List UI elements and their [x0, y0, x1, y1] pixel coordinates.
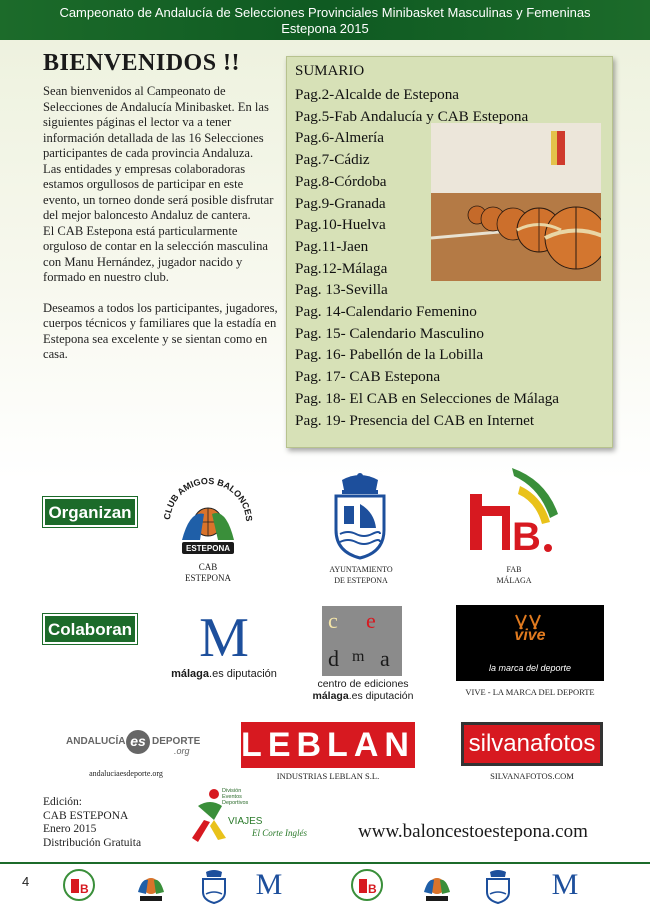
footer-fab-logo	[350, 868, 384, 902]
malaga-diputacion-logo: M málaga.es diputación	[171, 607, 277, 680]
organizan-label: Organizan	[43, 497, 137, 527]
summary-title: SUMARIO	[295, 63, 365, 79]
summary-item: Pag.2-Alcalde de Estepona	[295, 86, 460, 103]
cab-arc-text: CLUB AMIGOS BALONCES	[161, 475, 255, 522]
silvanafotos-logo: silvanafotos	[461, 722, 603, 766]
header-subtitle: Estepona 2015	[281, 21, 369, 36]
svg-text:B: B	[80, 882, 89, 896]
vive-caption: VIVE - LA MARCA DEL DEPORTE	[465, 687, 595, 697]
summary-item: Pag. 19- Presencia del CAB en Internet	[295, 411, 535, 429]
summary-item: Pag.6-Almería	[295, 129, 384, 147]
svg-text:B: B	[368, 882, 377, 896]
welcome-text	[43, 84, 281, 363]
andalucia-deporte-logo: ANDALUCÍA es DEPORTE .org	[66, 730, 188, 756]
summary-item: Pag. 14-Calendario Femenino	[295, 303, 477, 321]
cab-estepona-logo	[160, 470, 256, 562]
welcome-paragraph-3: El CAB Estepona está particularmente orguloso de contar en la selección masculina con Manu Hernández, jugador nacido y formado en nuestro club.	[43, 223, 268, 284]
viajes-corte-ingles-logo: División Eventos Deportivos VIAJES El Corte Inglés	[188, 786, 312, 850]
header-title: Campeonato de Andalucía de Selecciones Provinciales Minibasket Masculinas y Femeninas	[59, 5, 591, 20]
footer-malaga-logo: M	[551, 868, 579, 901]
welcome-paragraph-1: Sean bienvenidos al Campeonato de Selecciones de Andalucía Minibasket. En las siguientes páginas el lector va a tener información detallada de las 16 Selecciones participantes de cada provincia Andaluza.	[43, 84, 269, 160]
summary-item: Pag.5-Fab Andalucía y CAB Estepona	[295, 107, 529, 125]
vive-logo: vive la marca del deporte	[456, 605, 604, 681]
ayuntamiento-shield-logo	[330, 472, 390, 560]
centro-ediciones-logo: c e d m a	[322, 606, 402, 676]
welcome-paragraph-2: Las entidades y empresas colaboradoras estamos orgullosos de participar en este evento, un torneo donde será posible disfrutar del mejor baloncesto Andaluz de cantera.	[43, 161, 274, 222]
svg-text:ESTEPONA: ESTEPONA	[185, 544, 231, 553]
summary-list	[295, 84, 559, 431]
summary-item: Pag.11-Jaen	[295, 237, 369, 255]
fab-malaga-logo	[466, 466, 562, 562]
summary-item: Pag.9-Granada	[295, 194, 386, 212]
summary-item: Pag.8-Córdoba	[295, 172, 387, 190]
welcome-title: BIENVENIDOS !!	[43, 50, 241, 76]
ayuntamiento-caption: AYUNTAMIENTO DE ESTEPONA	[329, 565, 393, 585]
fab-caption: FAB MÁLAGA	[496, 565, 532, 585]
summary-item: Pag. 17- CAB Estepona	[295, 368, 441, 386]
silvanafotos-caption: SILVANAFOTOS.COM	[490, 771, 574, 781]
colaboran-label: Colaboran	[43, 614, 137, 644]
andalucia-caption: andaluciaesdeporte.org	[89, 769, 163, 778]
summary-item: Pag.12-Málaga	[295, 259, 388, 277]
summary-item: Pag.7-Cádiz	[295, 151, 370, 169]
footer-ayuntamiento-logo	[200, 868, 228, 904]
welcome-paragraph-4: Deseamos a todos los participantes, jugadores, cuerpos técnicos y familiares que la estadía en Estepona sea excelente y se sientan como en casa.	[43, 300, 278, 361]
summary-box	[286, 56, 613, 448]
summary-item: Pag. 13-Sevilla	[295, 281, 388, 299]
footer-fab-logo	[62, 868, 96, 902]
summary-item: Pag. 15- Calendario Masculino	[295, 324, 484, 342]
summary-item: Pag.10-Huelva	[295, 216, 386, 234]
footer-divider	[0, 862, 650, 864]
edition-info: Edición: CAB ESTEPONA Enero 2015 Distribución Gratuita	[43, 796, 142, 849]
header-banner	[0, 0, 650, 40]
centro-caption: centro de ediciones málaga.es diputación	[312, 678, 414, 702]
cab-caption: CAB ESTEPONA	[184, 562, 231, 583]
footer-ayuntamiento-logo	[484, 868, 512, 904]
leblan-caption: INDUSTRIAS LEBLAN S.L.	[276, 771, 380, 781]
summary-item: Pag. 18- El CAB en Selecciones de Málaga	[295, 389, 560, 407]
footer-malaga-logo: M	[255, 868, 283, 901]
footer-cab-logo	[132, 868, 170, 904]
leblan-logo: LEBLAN	[241, 722, 415, 768]
svg-text:B: B	[512, 515, 541, 559]
website-url[interactable]: www.baloncestoestepona.com	[358, 821, 588, 842]
footer-cab-logo	[418, 868, 456, 904]
page-number: 4	[22, 874, 30, 889]
summary-item: Pag. 16- Pabellón de la Lobilla	[295, 346, 484, 364]
